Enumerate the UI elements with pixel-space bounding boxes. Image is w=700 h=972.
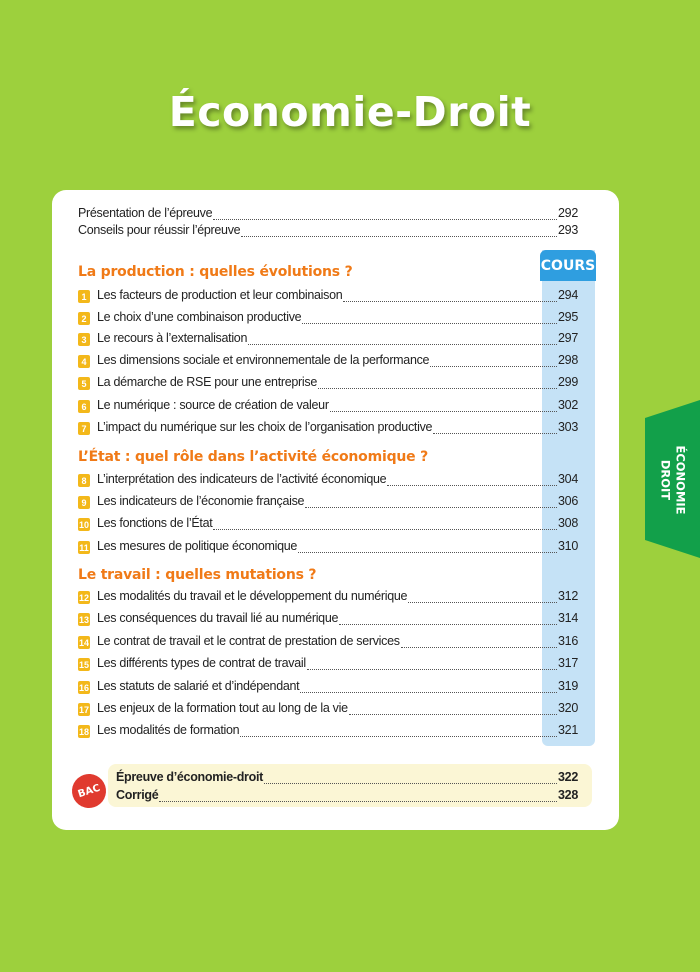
toc-entry[interactable] (97, 472, 578, 490)
toc-entry[interactable] (97, 310, 578, 328)
toc-label: Corrigé (116, 788, 159, 802)
toc-entry[interactable] (97, 420, 578, 438)
chapter-tab-line1: ÉCONOMIE (673, 445, 688, 515)
item-number: 3 (78, 333, 90, 346)
item-number: 12 (78, 592, 89, 603)
toc-entry[interactable] (97, 375, 578, 393)
item-number: 14 (78, 637, 89, 648)
section-title-etat: L’État : quel rôle dans l’activité économique ? (78, 449, 429, 465)
leader-dots (248, 334, 557, 345)
item-number: 16 (78, 682, 89, 693)
item-number: 13 (78, 614, 89, 625)
toc-page: 328 (558, 788, 578, 802)
toc-entry[interactable] (97, 634, 578, 652)
leader-dots (349, 704, 557, 715)
toc-page: 294 (558, 288, 578, 302)
cours-badge: COURS (540, 250, 596, 281)
toc-label: Le recours à l’externalisation (97, 331, 248, 345)
toc-entry[interactable] (97, 656, 578, 674)
section-title-travail: Le travail : quelles mutations ? (78, 567, 317, 583)
toc-entry[interactable] (97, 516, 578, 534)
item-number: 18 (78, 726, 89, 737)
toc-entry[interactable] (97, 398, 578, 416)
item-number: 2 (78, 312, 90, 325)
leader-dots (307, 659, 557, 670)
item-number: 4 (78, 355, 90, 368)
toc-page: 297 (558, 331, 578, 345)
page-title: Économie-Droit (168, 88, 532, 136)
toc-page: 321 (558, 723, 578, 737)
toc-label: Les facteurs de production et leur combinaison (97, 288, 343, 302)
toc-entry[interactable] (97, 494, 578, 512)
toc-page: 299 (558, 375, 578, 389)
leader-dots (300, 682, 557, 693)
toc-entry[interactable] (97, 723, 578, 741)
toc-entry[interactable] (97, 679, 578, 697)
toc-page: 310 (558, 539, 578, 553)
leader-dots (241, 226, 557, 237)
toc-entry[interactable] (97, 539, 578, 557)
toc-entry-epreuve[interactable] (116, 770, 578, 788)
leader-dots (302, 313, 557, 324)
toc-label: Le contrat de travail et le contrat de prestation de services (97, 634, 400, 648)
toc-label: L’interprétation des indicateurs de l’activité économique (97, 472, 387, 486)
leader-dots (339, 614, 557, 625)
toc-label: Les statuts de salarié et d’indépendant (97, 679, 300, 693)
toc-page: 308 (558, 516, 578, 530)
toc-page: 298 (558, 353, 578, 367)
leader-dots (264, 773, 557, 784)
toc-page: 295 (558, 310, 578, 324)
leader-dots (430, 356, 557, 367)
item-number: 5 (78, 377, 90, 390)
toc-page: 319 (558, 679, 578, 693)
toc-entry[interactable] (97, 701, 578, 719)
toc-entry[interactable] (97, 331, 578, 349)
toc-page: 304 (558, 472, 578, 486)
toc-entry-corrige[interactable] (116, 788, 578, 806)
item-number: 17 (78, 704, 89, 715)
item-number: 6 (78, 400, 90, 413)
chapter-tab-line2: DROIT (658, 459, 673, 501)
toc-page: 312 (558, 589, 578, 603)
toc-label: Les fonctions de l’État (97, 516, 213, 530)
toc-label: Présentation de l’épreuve (78, 206, 213, 220)
item-number: 8 (78, 474, 90, 487)
leader-dots (213, 209, 557, 220)
toc-page: 320 (558, 701, 578, 715)
toc-label: Le numérique : source de création de valeur (97, 398, 329, 412)
toc-label: Épreuve d’économie-droit (116, 770, 263, 784)
toc-entry[interactable] (97, 288, 578, 306)
toc-entry-presentation[interactable] (78, 206, 578, 224)
leader-dots (408, 592, 557, 603)
leader-dots (213, 519, 557, 530)
item-number: 1 (78, 290, 90, 303)
item-number: 7 (78, 422, 90, 435)
leader-dots (401, 637, 557, 648)
toc-entry[interactable] (97, 611, 578, 629)
toc-label: La démarche de RSE pour une entreprise (97, 375, 317, 389)
item-number: 15 (78, 659, 89, 670)
toc-label: Les modalités de formation (97, 723, 240, 737)
item-number: 10 (78, 519, 89, 530)
leader-dots (305, 497, 557, 508)
leader-dots (298, 542, 557, 553)
toc-page: 293 (558, 223, 578, 237)
toc-label: Les mesures de politique économique (97, 539, 298, 553)
leader-dots (159, 791, 557, 802)
toc-label: Les conséquences du travail lié au numérique (97, 611, 339, 625)
toc-page: 316 (558, 634, 578, 648)
leader-dots (343, 291, 557, 302)
toc-page: 317 (558, 656, 578, 670)
toc-page: 292 (558, 206, 578, 220)
toc-label: Les indicateurs de l’économie française (97, 494, 305, 508)
toc-page: 314 (558, 611, 578, 625)
toc-label: Conseils pour réussir l’épreuve (78, 223, 241, 237)
section-title-production: La production : quelles évolutions ? (78, 264, 353, 280)
toc-label: Les modalités du travail et le développement du numérique (97, 589, 408, 603)
leader-dots (387, 475, 557, 486)
leader-dots (433, 423, 557, 434)
toc-entry[interactable] (97, 589, 578, 607)
item-number: 11 (79, 542, 89, 553)
bac-badge: BAC (68, 770, 111, 813)
toc-page: 322 (558, 770, 578, 784)
toc-label: Les enjeux de la formation tout au long de la vie (97, 701, 348, 715)
chapter-tab-label (645, 418, 700, 542)
leader-dots (318, 378, 557, 389)
toc-label: Les dimensions sociale et environnementale de la performance (97, 353, 430, 367)
toc-entry-conseils[interactable] (78, 223, 578, 241)
leader-dots (330, 401, 557, 412)
toc-entry[interactable] (97, 353, 578, 371)
toc-label: L’impact du numérique sur les choix de l’organisation productive (97, 420, 433, 434)
toc-page: 302 (558, 398, 578, 412)
toc-label: Les différents types de contrat de travail (97, 656, 306, 670)
toc-label: Le choix d’une combinaison productive (97, 310, 302, 324)
toc-page: 306 (558, 494, 578, 508)
leader-dots (240, 726, 557, 737)
item-number: 9 (78, 496, 90, 509)
toc-page: 303 (558, 420, 578, 434)
